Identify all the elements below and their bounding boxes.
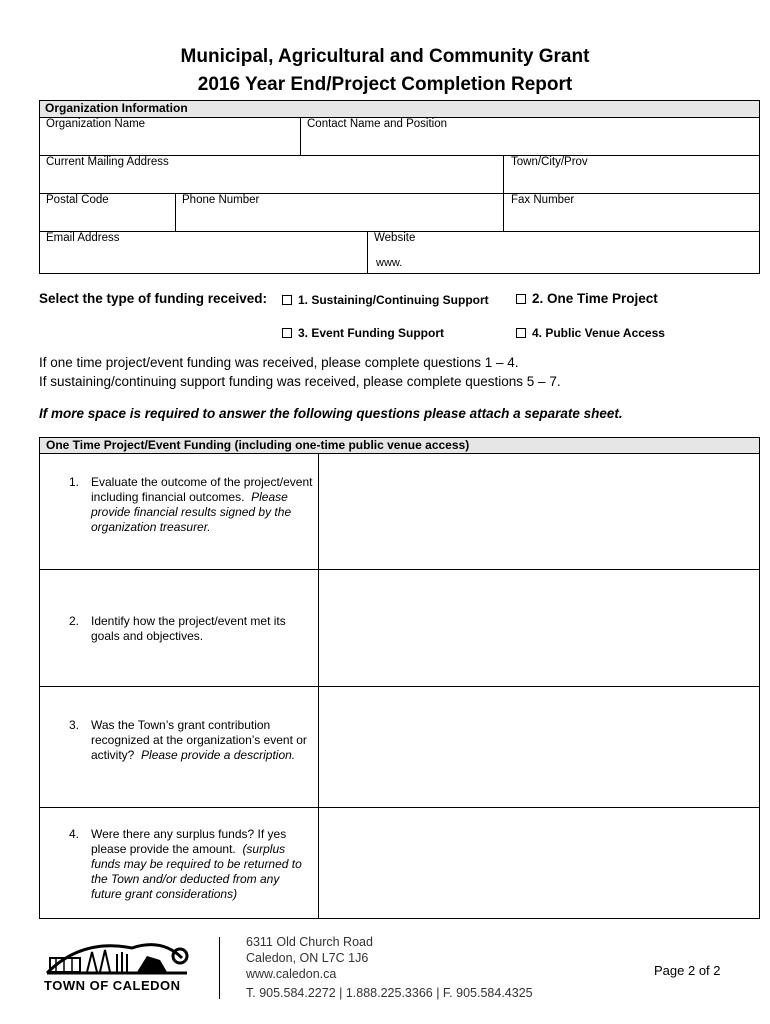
logo-text: TOWN OF CALEDON	[44, 978, 181, 993]
website-field[interactable]: Website	[374, 232, 416, 244]
page-number: Page 2 of 2	[654, 963, 721, 978]
checkbox-icon[interactable]	[516, 294, 526, 304]
footer-website[interactable]: www.caledon.ca	[246, 967, 337, 981]
funding-option-3[interactable]: 3. Event Funding Support	[282, 326, 444, 340]
funding-option-1[interactable]: 1. Sustaining/Continuing Support	[282, 293, 489, 307]
contact-field[interactable]: Contact Name and Position	[307, 118, 447, 130]
funding-option-2[interactable]: 2. One Time Project	[516, 291, 658, 306]
answer-1[interactable]	[320, 455, 758, 568]
extra-space-note: If more space is required to answer the following questions please attach a separate sheet.	[39, 406, 623, 421]
mailing-address-field[interactable]: Current Mailing Address	[46, 156, 169, 168]
checkbox-icon[interactable]	[282, 295, 292, 305]
funding-option-4[interactable]: 4. Public Venue Access	[516, 326, 665, 340]
funding-prompt: Select the type of funding received:	[39, 291, 268, 306]
checkbox-icon[interactable]	[516, 328, 526, 338]
title-line-2: 2016 Year End/Project Completion Report	[197, 74, 573, 95]
checkbox-icon[interactable]	[282, 328, 292, 338]
title-line-1: Municipal, Agricultural and Community Grant	[180, 46, 590, 67]
answer-3[interactable]	[320, 688, 758, 806]
town-field[interactable]: Town/City/Prov	[511, 156, 588, 168]
website-prefix: www.	[376, 257, 403, 269]
org-info-header: Organization Information	[39, 101, 759, 117]
email-field[interactable]: Email Address	[46, 232, 120, 244]
answer-2[interactable]	[320, 571, 758, 685]
footer-address-2: Caledon, ON L7C 1J6	[246, 951, 369, 965]
footer-address-1: 6311 Old Church Road	[246, 935, 373, 949]
fax-field[interactable]: Fax Number	[511, 194, 575, 206]
questions-header: One Time Project/Event Funding (including one-time public venue access)	[40, 438, 759, 453]
instruction-line-2: If sustaining/continuing support funding was received, please complete questions 5 – 7.	[39, 374, 561, 389]
footer-phones: T. 905.584.2272 | 1.888.225.3366 | F. 905.584.4325	[246, 986, 533, 1000]
org-name-field[interactable]: Organization Name	[46, 118, 146, 130]
postal-code-field[interactable]: Postal Code	[46, 194, 109, 206]
instruction-line-1: If one time project/event funding was received, please complete questions 1 – 4.	[39, 355, 519, 370]
answer-4[interactable]	[320, 809, 758, 917]
phone-field[interactable]: Phone Number	[182, 194, 260, 206]
